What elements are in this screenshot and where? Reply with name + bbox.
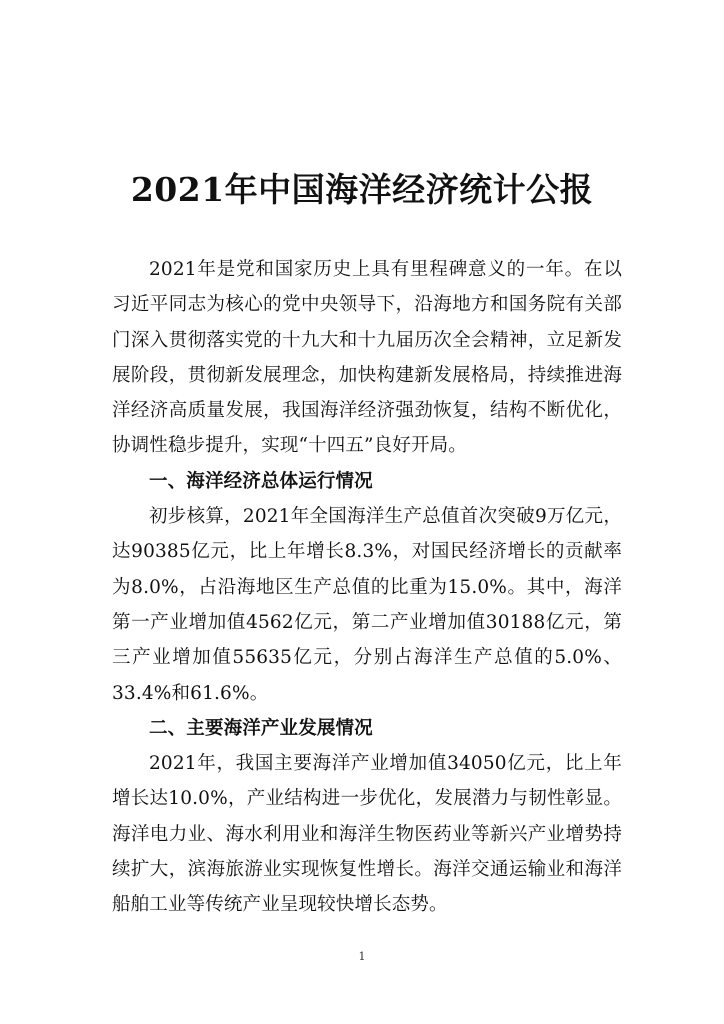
section-2-paragraph: 2021年，我国主要海洋产业增加值34050亿元，比上年增长达10.0%，产业结构进一步优化，发展潜力与韧性彰显。海洋电力业、海水利用业和海洋生物医药业等新兴产业增势持续扩大，滨海旅游业实现恢复性增长。海洋交通运输业和海洋船舶工业等传统产业呈现较快增长态势。 <box>112 753 622 916</box>
page-number: 1 <box>358 950 366 963</box>
document-body <box>112 252 622 923</box>
intro-paragraph: 2021年是党和国家历史上具有里程碑意义的一年。在以习近平同志为核心的党中央领导下，沿海地方和国务院有关部门深入贯彻落实党的十九大和十九届历次全会精神，立足新发展阶段，贯彻新发展理念，加快构建新发展格局，持续推进海洋经济高质量发展，我国海洋经济强劲恢复，结构不断优化，协调性稳步提升，实现“十四五”良好开局。 <box>112 259 622 457</box>
document-title: 2021年中国海洋经济统计公报 <box>130 170 594 209</box>
section-2-heading: 二、主要海洋产业发展情况 <box>149 717 373 739</box>
section-1-paragraph: 初步核算，2021年全国海洋生产总值首次突破9万亿元，达90385亿元，比上年增长8.3%，对国民经济增长的贡献率为8.0%，占沿海地区生产总值的比重为15.0%。其中，海洋第一产业增加值4562亿元，第二产业增加值30188亿元，第三产业增加值55635亿元，分别占海洋生产总值的5.0%、33.4%和61.6%。 <box>112 506 622 704</box>
section-1-heading: 一、海洋经济总体运行情况 <box>149 470 373 492</box>
